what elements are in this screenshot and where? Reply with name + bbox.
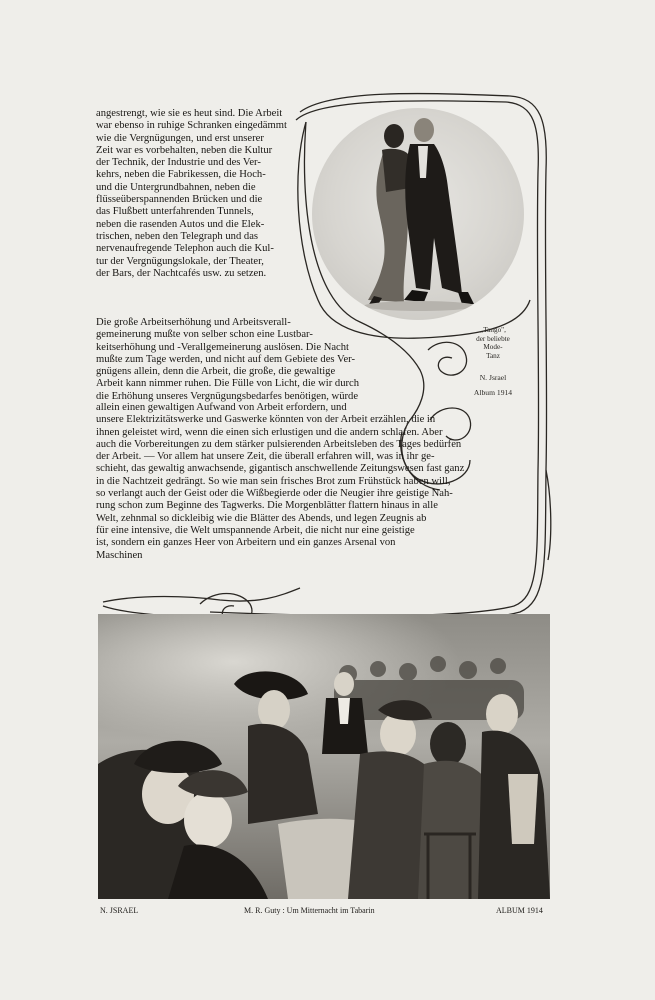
text-line: angestrengt, wie sie es heut sind. Die Arbeit — [96, 108, 283, 119]
text-line: so verlangt auch der Geist oder die Wißbegierde oder die Neugier ihre geistige Nah- — [96, 488, 453, 500]
text-line: Zeit war es vorbehalten, neben die Kultur — [96, 144, 273, 156]
footer-author: N. JSRAEL — [100, 906, 139, 915]
text-line: und die Untergrundbahnen, neben die — [96, 181, 256, 193]
photo-credit — [460, 374, 526, 397]
text-line: gnügens allein, denn die Arbeit, die große, die gewaltige — [96, 366, 336, 378]
text-line: keitserhöhung und -Verallgemeinerung auslösen. Die Nacht — [96, 341, 349, 353]
text-line: trischen, neben den Telegraph und das — [96, 230, 259, 242]
text-line: gemeinerung mußte von selber schon eine Lustbar- — [96, 329, 313, 341]
text-line: allein einen gewaltigen Aufwand von Arbeit erfordern, und — [96, 402, 347, 413]
article-column-full — [96, 402, 548, 562]
caption-text: Mode- — [483, 343, 503, 352]
text-line: für eine intensive, die Welt umspannende Arbeit, die nicht nur eine geistige — [96, 524, 415, 536]
text-line-final: Maschinen — [96, 549, 143, 561]
text-line: Welt, zehnmal so dickleibig wie die Blätter des Abends, und legen Zeugnis ab — [96, 512, 427, 524]
text-line: kehrs, neben die Fabrikessen, die Hoch- — [96, 169, 266, 181]
text-line: ihnen geleistet wird, wenn die einen sich erlustigen und die andern schlafen. Aber — [96, 426, 443, 438]
text-line: ist, sondern ein ganzes Heer von Arbeitern und ein ganzes Arsenal von — [96, 537, 396, 549]
footer-artwork-caption: M. R. Guty : Um Mitternacht im Tabarin — [244, 906, 375, 915]
text-line: war ebenso in ruhige Schranken eingedämmt — [96, 120, 287, 132]
text-line: nervenaufregende Telephon auch die Kul- — [96, 243, 274, 255]
text-line: rung schon zum Beginne des Tagwerks. Die Morgenblätter flattern hinaus in alle — [96, 500, 438, 512]
text-line: unsere Elektrizitätswerke und Gaswerke könnten von der Arbeit erzählen, die in — [96, 414, 436, 426]
midnight-cafe-scene — [98, 614, 550, 899]
text-line: der Technik, der Industrie und des Ver- — [96, 157, 261, 169]
caption-text: Tanz — [486, 351, 500, 360]
text-line: schieht, das gewaltig anwachsende, gigantisch anschwellende Zeitungswesen fast ganz — [96, 463, 465, 475]
text-line: in die Nachtzeit gedrängt. So wie man sein frisches Brot zum Frühstück haben will, — [96, 475, 451, 487]
credit-album: Album 1914 — [473, 387, 513, 397]
text-line: der Bars, der Nachtcafés usw. zu setzen. — [96, 267, 267, 279]
tango-photo — [312, 108, 524, 320]
text-line: Arbeit kann nimmer ruhen. Die Fülle von Licht, die wir durch — [96, 378, 360, 390]
text-line: die Erhöhung unseres Vergnügungsbedarfes benötigen, würde — [96, 390, 359, 402]
text-line: Die große Arbeitserhöhung und Arbeitsverall- — [96, 317, 291, 328]
text-line: auch die Vorbereitungen zu dem stärker pulsierenden Arbeitsleben des Tages bedürfen — [96, 438, 462, 450]
article-column-narrow — [96, 108, 308, 280]
article-column-wide — [96, 317, 414, 403]
text-line: flüsseüberspannenden Brücken und die — [96, 194, 263, 206]
photo-caption — [462, 326, 524, 360]
footer-album: ALBUM 1914 — [496, 906, 543, 915]
text-line: neben die rasenden Autos und die Elek- — [96, 218, 265, 230]
tango-dancers-figure — [312, 108, 524, 320]
text-line: mußte zum Tage werden, und nicht auf dem Gebiete des Ver- — [96, 353, 355, 365]
text-line: tur der Vergnügungslokale, der Theater, — [96, 255, 264, 267]
text-line: wie die Vergnügungen, und erst unserer — [96, 132, 264, 144]
tabarin-painting — [98, 614, 550, 899]
caption-text: der beliebte — [476, 334, 510, 343]
caption-title: „Tango", — [480, 326, 506, 334]
text-line: der Arbeit. — Vor allem hat unsere Zeit, die überall erfahren will, was in ihr ge- — [96, 451, 435, 463]
credit-name: N. Jsrael — [479, 373, 507, 382]
text-line: das Flußbett unterfahrenden Tunnels, — [96, 206, 254, 218]
